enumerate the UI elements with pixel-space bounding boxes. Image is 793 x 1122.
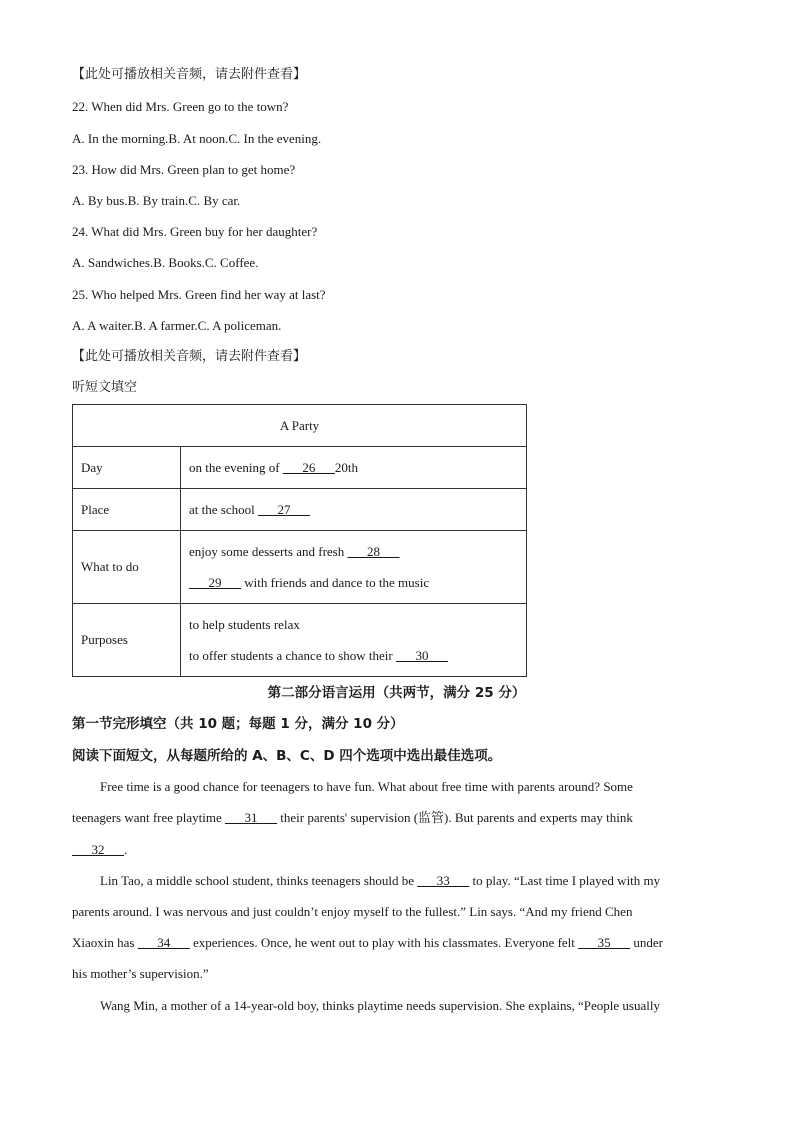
cell-text: 20th <box>334 459 358 475</box>
table-row <box>73 604 527 677</box>
passage-line <box>100 872 660 890</box>
cell-text: to offer students a chance to show their <box>189 648 396 663</box>
row-label: What to do <box>73 531 181 604</box>
blank-27: ___27___ <box>257 501 310 517</box>
blank-30: ___30___ <box>395 648 448 663</box>
blank-32: ___32___ <box>72 842 124 857</box>
table-row <box>73 447 527 489</box>
blank-28: ___28___ <box>347 544 400 559</box>
passage-line: his mother’s supervision.” <box>72 966 209 981</box>
fill-heading: 听短文填空 <box>72 380 138 395</box>
row-content <box>181 604 527 677</box>
blank-33: ___33___ <box>417 873 470 888</box>
question-23: 23. How did Mrs. Green plan to get home? <box>72 162 296 177</box>
passage-text: Lin Tao, a middle school student, thinks teenagers should be <box>100 873 418 888</box>
passage-line: Wang Min, a mother of a 14-year-old boy, thinks playtime needs supervision. She explains, “People usually <box>100 998 660 1013</box>
cell-text: at the school <box>189 501 258 517</box>
options-22: A. In the morning.B. At noon.C. In the evening. <box>72 131 322 146</box>
cell-text: on the evening of <box>189 459 283 475</box>
row-content <box>181 489 527 531</box>
question-25: 25. Who helped Mrs. Green find her way at last? <box>72 287 326 302</box>
audio-note: 【此处可播放相关音频，请去附件查看】 <box>72 67 307 82</box>
audio-note: 【此处可播放相关音频，请去附件查看】 <box>72 349 307 364</box>
blank-29: ___29___ <box>189 575 241 590</box>
options-25: A. A waiter.B. A farmer.C. A policeman. <box>72 318 282 333</box>
passage-line: Free time is a good chance for teenagers to have fun. What about free time with parents around? Some <box>100 779 633 794</box>
cell-text: enjoy some desserts and fresh <box>189 544 348 559</box>
question-24: 24. What did Mrs. Green buy for her daughter? <box>72 224 318 239</box>
part2-title: 第二部分语言运用（共两节，满分 25 分） <box>267 685 526 701</box>
cell-text: with friends and dance to the music <box>241 575 430 590</box>
row-label: Purposes <box>73 604 181 677</box>
row-label: Place <box>73 489 181 531</box>
passage-text: Xiaoxin has <box>72 935 138 950</box>
passage-text: under <box>630 935 664 950</box>
cell-line <box>189 640 518 671</box>
row-content <box>181 447 527 489</box>
blank-35: ___35___ <box>578 935 631 950</box>
options-23: A. By bus.B. By train.C. By car. <box>72 193 241 208</box>
row-label: Day <box>73 447 181 489</box>
table-title: A Party <box>73 405 527 447</box>
passage-line <box>72 841 127 859</box>
passage-text: their parents' supervision (监管). But parents and experts may think <box>277 810 633 825</box>
blank-26: ___26___ <box>282 459 335 475</box>
table-row <box>73 531 527 604</box>
passage-text: to play. “Last time I played with my <box>469 873 661 888</box>
section1-title: 第一节完形填空（共 10 题；每题 1 分，满分 10 分） <box>72 716 404 732</box>
blank-34: ___34___ <box>137 935 190 950</box>
blank-31: ___31___ <box>225 810 278 825</box>
table-row <box>73 489 527 531</box>
cell-line <box>189 567 518 598</box>
passage-line: parents around. I was nervous and just couldn’t enjoy myself to the fullest.” Lin says. “And my friend Chen <box>72 904 633 919</box>
passage-text: . <box>124 842 128 857</box>
passage-text: teenagers want free playtime <box>72 810 226 825</box>
passage-line <box>72 809 633 827</box>
cell-line: to help students relax <box>189 617 300 632</box>
passage-text: experiences. Once, he went out to play with his classmates. Everyone felt <box>189 935 579 950</box>
question-22: 22. When did Mrs. Green go to the town? <box>72 99 289 114</box>
options-24: A. Sandwiches.B. Books.C. Coffee. <box>72 255 259 270</box>
party-table <box>72 404 527 677</box>
cell-line <box>189 536 518 567</box>
instruction: 阅读下面短文，从每题所给的 A、B、C、D 四个选项中选出最佳选项。 <box>72 748 502 764</box>
row-content <box>181 531 527 604</box>
passage-line <box>72 934 663 952</box>
